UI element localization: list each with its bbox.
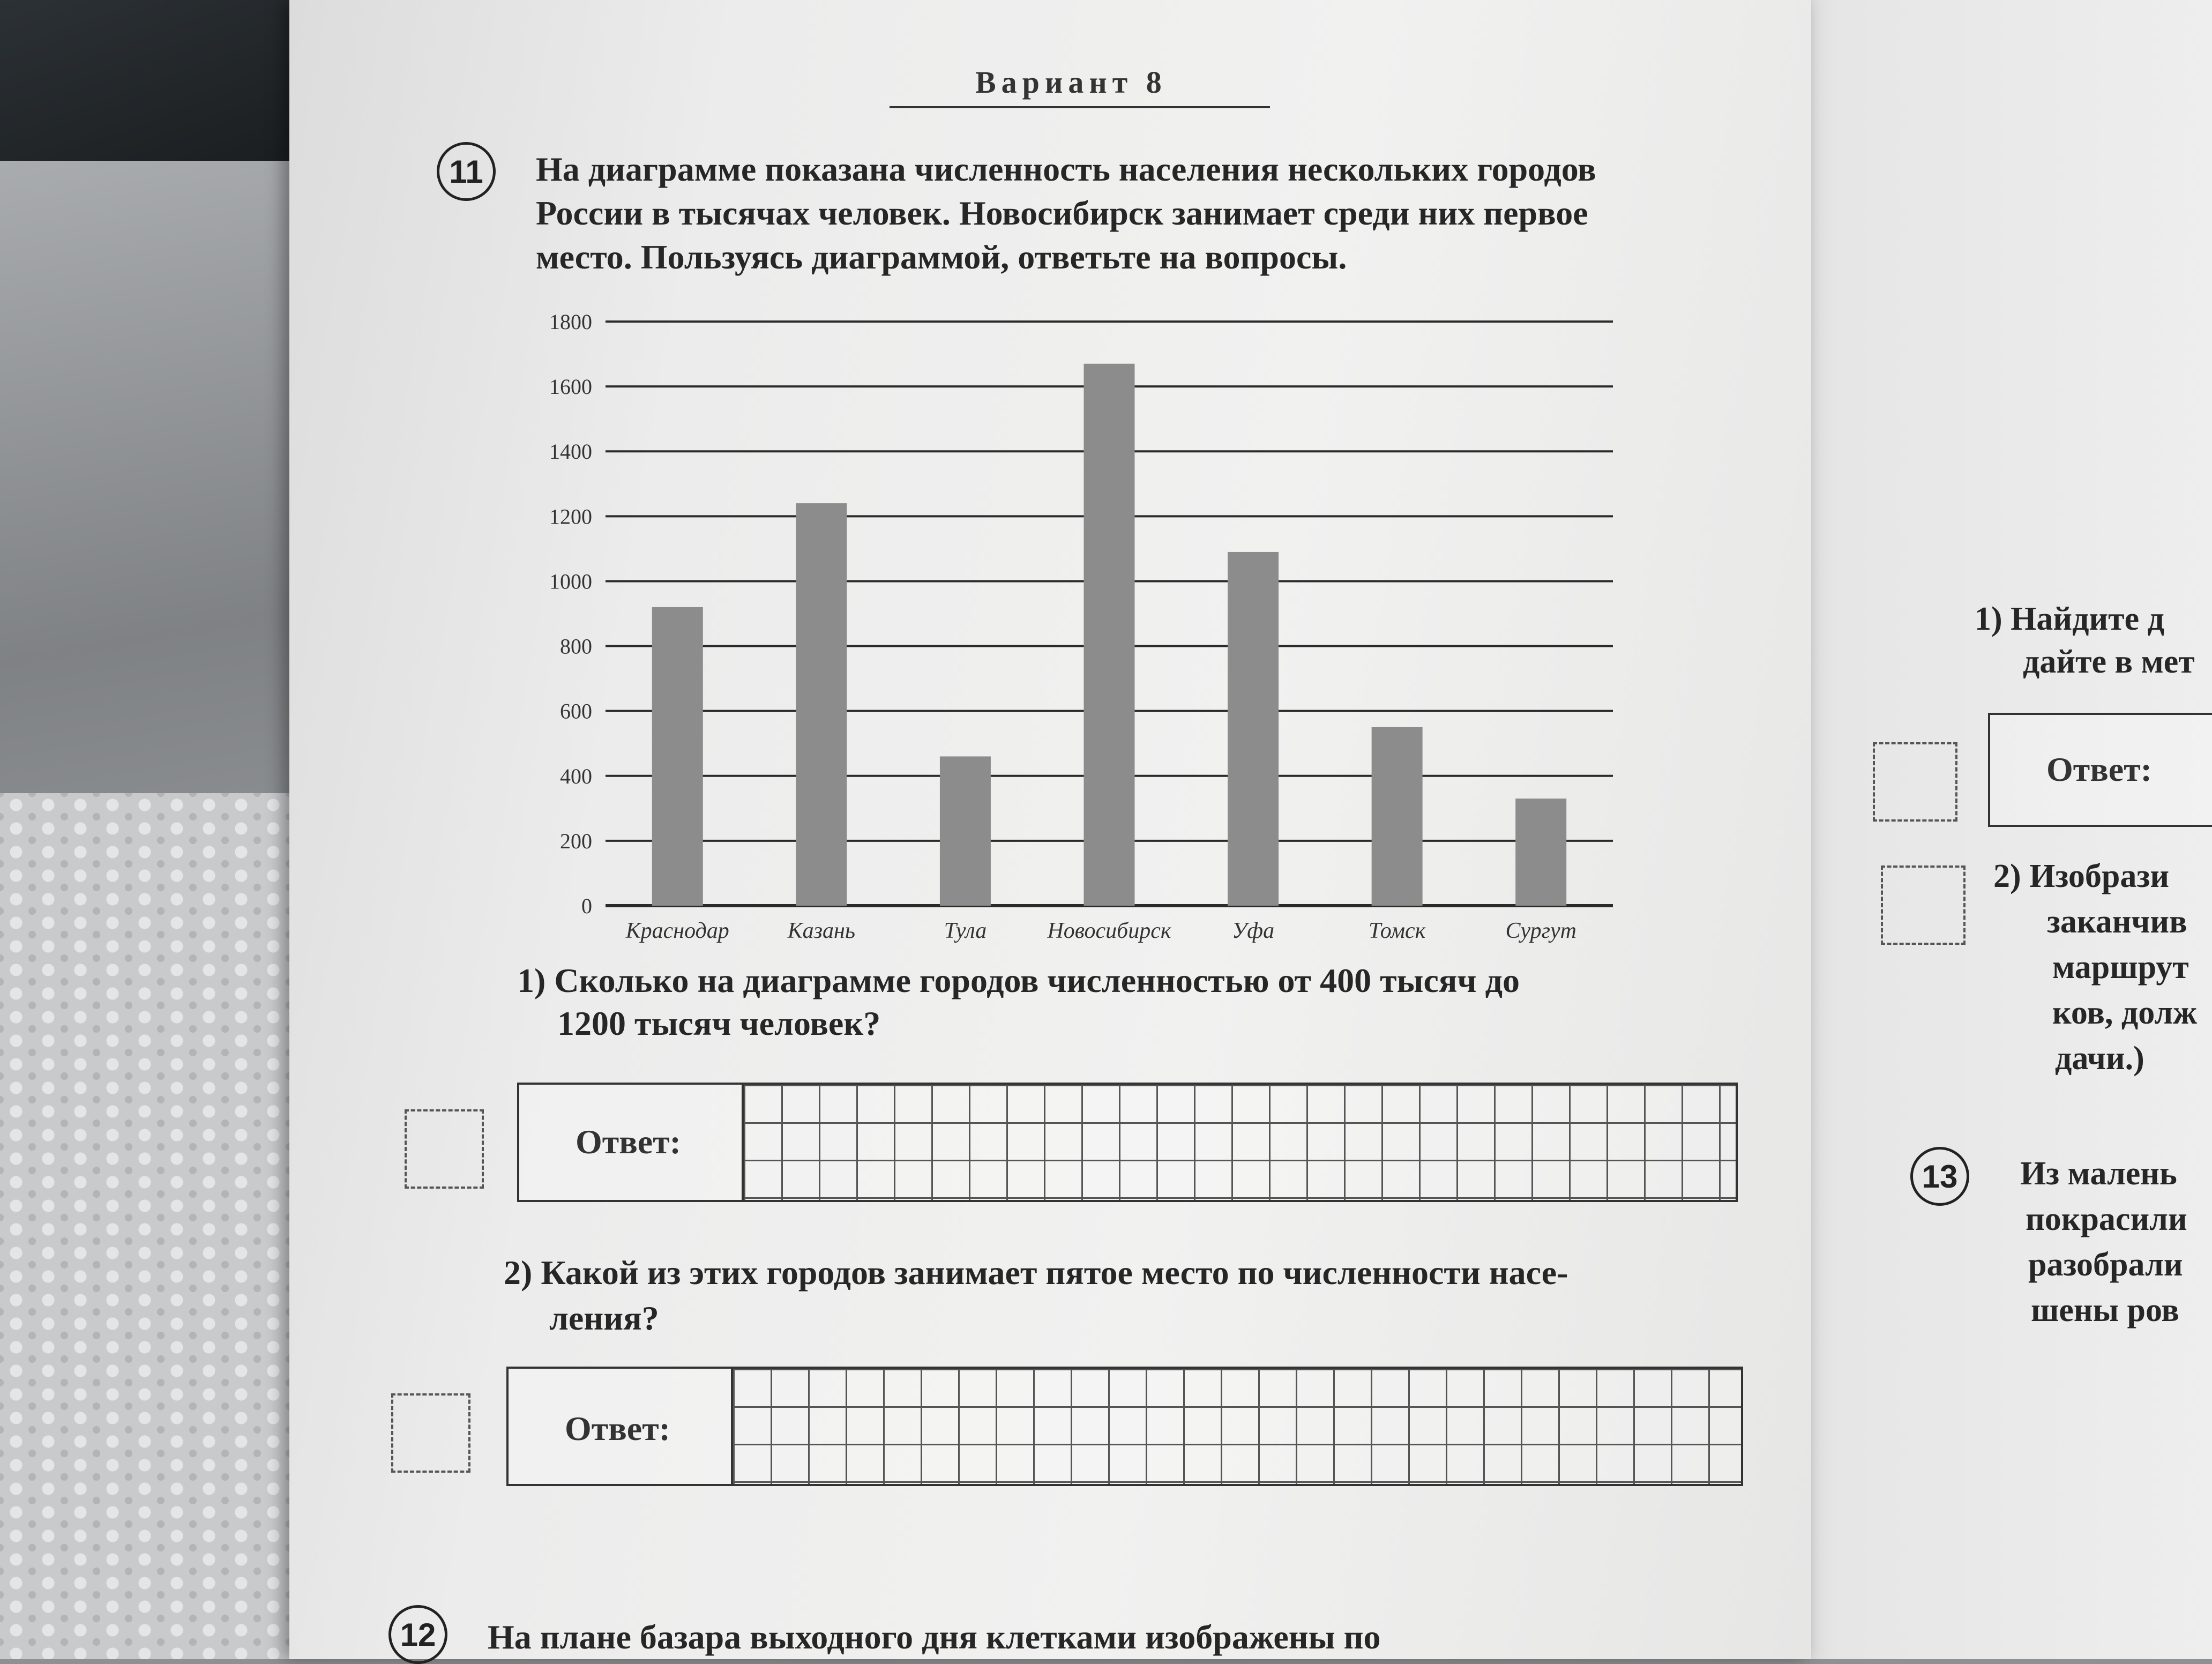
x-tick-label: Казань <box>787 919 855 943</box>
answer-box-2[interactable] <box>506 1367 1743 1486</box>
answer-grid-1[interactable] <box>742 1085 1736 1200</box>
task13-line: Из малень <box>2020 1155 2177 1192</box>
task11-intro <box>536 147 1704 279</box>
bar <box>1372 727 1423 906</box>
bar <box>796 503 847 906</box>
y-tick-label: 200 <box>560 829 592 853</box>
right-q2-line: заканчив <box>2047 904 2187 940</box>
score-box-2 <box>391 1393 470 1473</box>
task13-line: разобрали <box>2028 1247 2183 1283</box>
y-tick-label: 800 <box>560 634 592 659</box>
y-tick-label: 0 <box>581 894 592 918</box>
right-q2-line: дачи.) <box>2055 1040 2144 1077</box>
y-tick-label: 1200 <box>549 504 592 529</box>
population-bar-chart <box>514 305 1640 949</box>
answer-grid-2[interactable] <box>731 1369 1741 1484</box>
variant-underline <box>890 106 1270 108</box>
x-tick-label: Краснодар <box>625 919 729 943</box>
x-tick-label: Сургут <box>1505 919 1576 943</box>
y-tick-label: 400 <box>560 764 592 788</box>
variant-title: Вариант 8 <box>975 65 1167 100</box>
y-tick-label: 1000 <box>549 569 592 594</box>
right-answer-label: Ответ: <box>2046 750 2152 788</box>
task-number-13: 13 <box>1910 1147 1969 1206</box>
right-q1-line: дайте в мет <box>2023 644 2195 680</box>
bar <box>652 607 703 906</box>
right-score-box-1 <box>1873 742 1957 822</box>
right-q2-line: ков, долж <box>2052 995 2198 1031</box>
answer-box-1[interactable] <box>517 1083 1738 1202</box>
keyboard-background <box>0 0 300 161</box>
x-tick-label: Новосибирск <box>1047 919 1171 943</box>
y-tick-label: 1600 <box>549 375 592 399</box>
bar <box>1228 552 1279 906</box>
intro-line: место. Пользуясь диаграммой, ответьте на вопросы. <box>536 238 1347 276</box>
answer-label-1: Ответ: <box>576 1123 681 1161</box>
task13-line: покрасили <box>2026 1201 2187 1237</box>
y-tick-label: 1400 <box>549 439 592 464</box>
y-tick-label: 600 <box>560 699 592 723</box>
bar <box>1084 364 1135 906</box>
right-q2-line: 2) Изобрази <box>1993 858 2170 894</box>
bar <box>1515 799 1566 906</box>
task-number-11: 11 <box>437 142 496 201</box>
task13-line: шены ров <box>2031 1292 2179 1329</box>
question-2-line: 2) Какой из этих городов занимает пятое место по численности насе- <box>504 1253 1568 1292</box>
x-tick-label: Уфа <box>1232 919 1275 943</box>
y-tick-label: 1800 <box>549 310 592 334</box>
score-box-1 <box>405 1109 484 1189</box>
answer-label-2: Ответ: <box>565 1409 670 1447</box>
intro-line: На диаграмме показана численность населения нескольких городов <box>536 150 1596 188</box>
right-score-box-2 <box>1881 865 1966 945</box>
right-q1-line: 1) Найдите д <box>1975 601 2165 637</box>
intro-line: России в тысячах человек. Новосибирск занимает среди них первое <box>536 194 1588 232</box>
question-1-line: 1) Сколько на диаграмме городов численностью от 400 тысяч до <box>517 961 1520 999</box>
right-answer-box[interactable] <box>1988 713 2212 827</box>
question-2-line: ления? <box>549 1299 659 1337</box>
x-tick-label: Томск <box>1368 919 1426 943</box>
bar <box>940 756 991 906</box>
question-1-line: 1200 тысяч человек? <box>557 1004 881 1042</box>
task-number-12: 12 <box>388 1605 447 1664</box>
x-tick-label: Тула <box>944 919 987 943</box>
right-page <box>1742 0 2212 1659</box>
right-q2-line: маршрут <box>2052 949 2189 986</box>
task12-text: На плане базара выходного дня клетками изображены по <box>488 1618 1381 1656</box>
laptop-background <box>0 161 300 825</box>
